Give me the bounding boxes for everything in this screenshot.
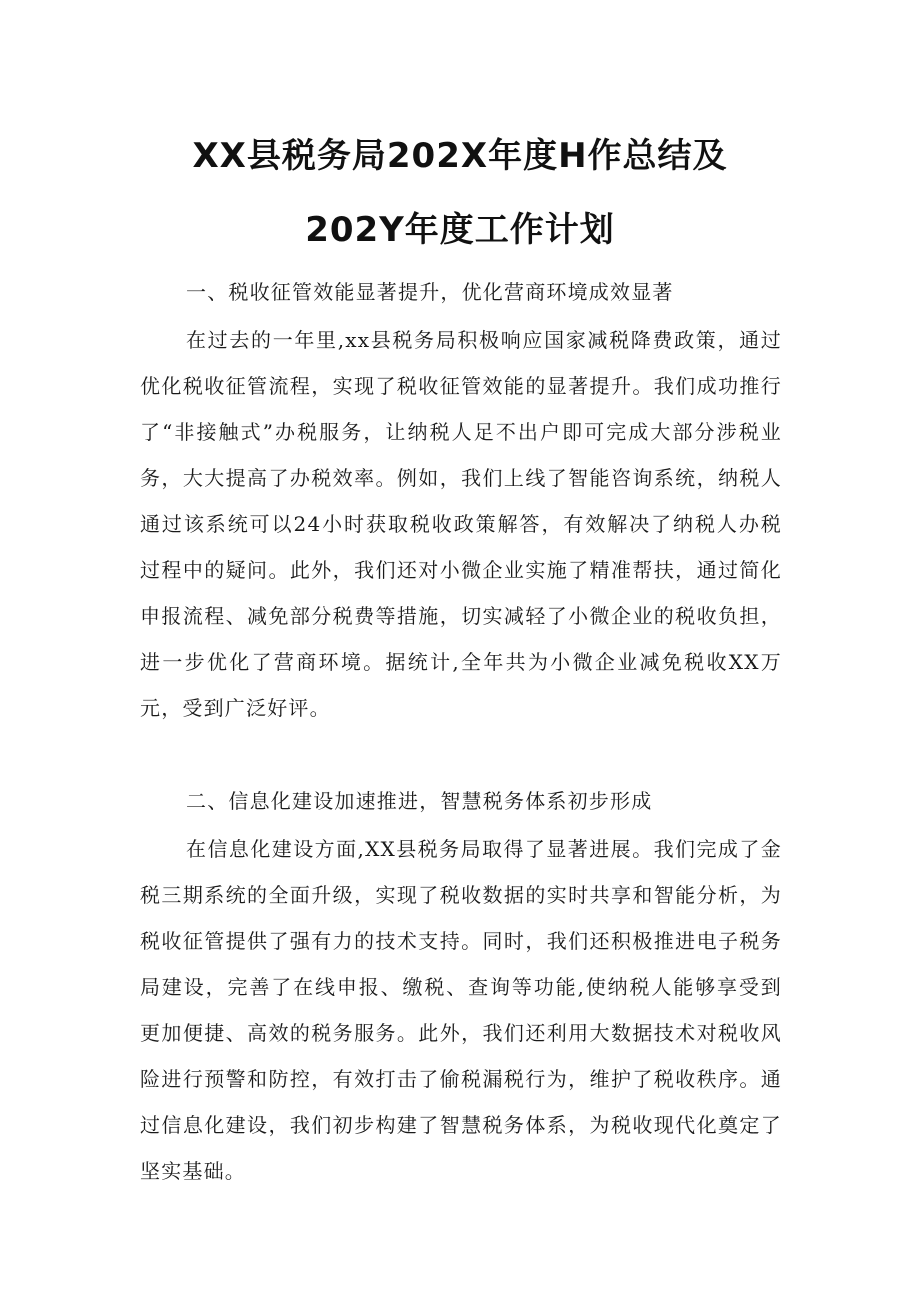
section-heading-2: 二、信息化建设加速推进，智慧税务体系初步形成 [186, 789, 653, 813]
section-paragraph-2: 在信息化建设方面,XX县税务局取得了显著进展。我们完成了金税三期系统的全面升级，实现了税收数据的实时共享和智能分析，为税收征管提供了强有力的技术支持。同时，我们还积极推进电子税务局建设，完善了在线申报、缴税、查询等功能,使纳税人能够享受到更加便捷、高效的税务服务。此外，我们还利用大数据技术对税收风险进行预警和防控，有效打击了偷税漏税行为，维护了税收秩序。通过信息化建设，我们初步构建了智慧税务体系，为税收现代化奠定了坚实基础。 [140, 837, 782, 1183]
section-paragraph-1: 在过去的一年里,xx县税务局积极响应国家减税降费政策，通过优化税收征管流程，实现了税收征管效能的显著提升。我们成功推行了“非接触式”办税服务，让纳税人足不出户即可完成大部分涉税业务，大大提高了办税效率。例如，我们上线了智能咨询系统，纳税人通过该系统可以24小时获取税收政策解答，有效解决了纳税人办税过程中的疑问。此外，我们还对小微企业实施了精准帮扶，通过简化申报流程、减免部分税费等措施，切实减轻了小微企业的税收负担，进一步优化了营商环境。据统计,全年共为小微企业减免税收XX万元，受到广泛好评。 [140, 328, 782, 720]
document-title-line-2: 202Y年度工作计划 [305, 210, 615, 250]
document-title-line-1: XX县税务局202X年度H作总结及 [192, 136, 728, 176]
section-heading-1: 一、税收征管效能显著提升，优化营商环境成效显著 [186, 280, 674, 304]
